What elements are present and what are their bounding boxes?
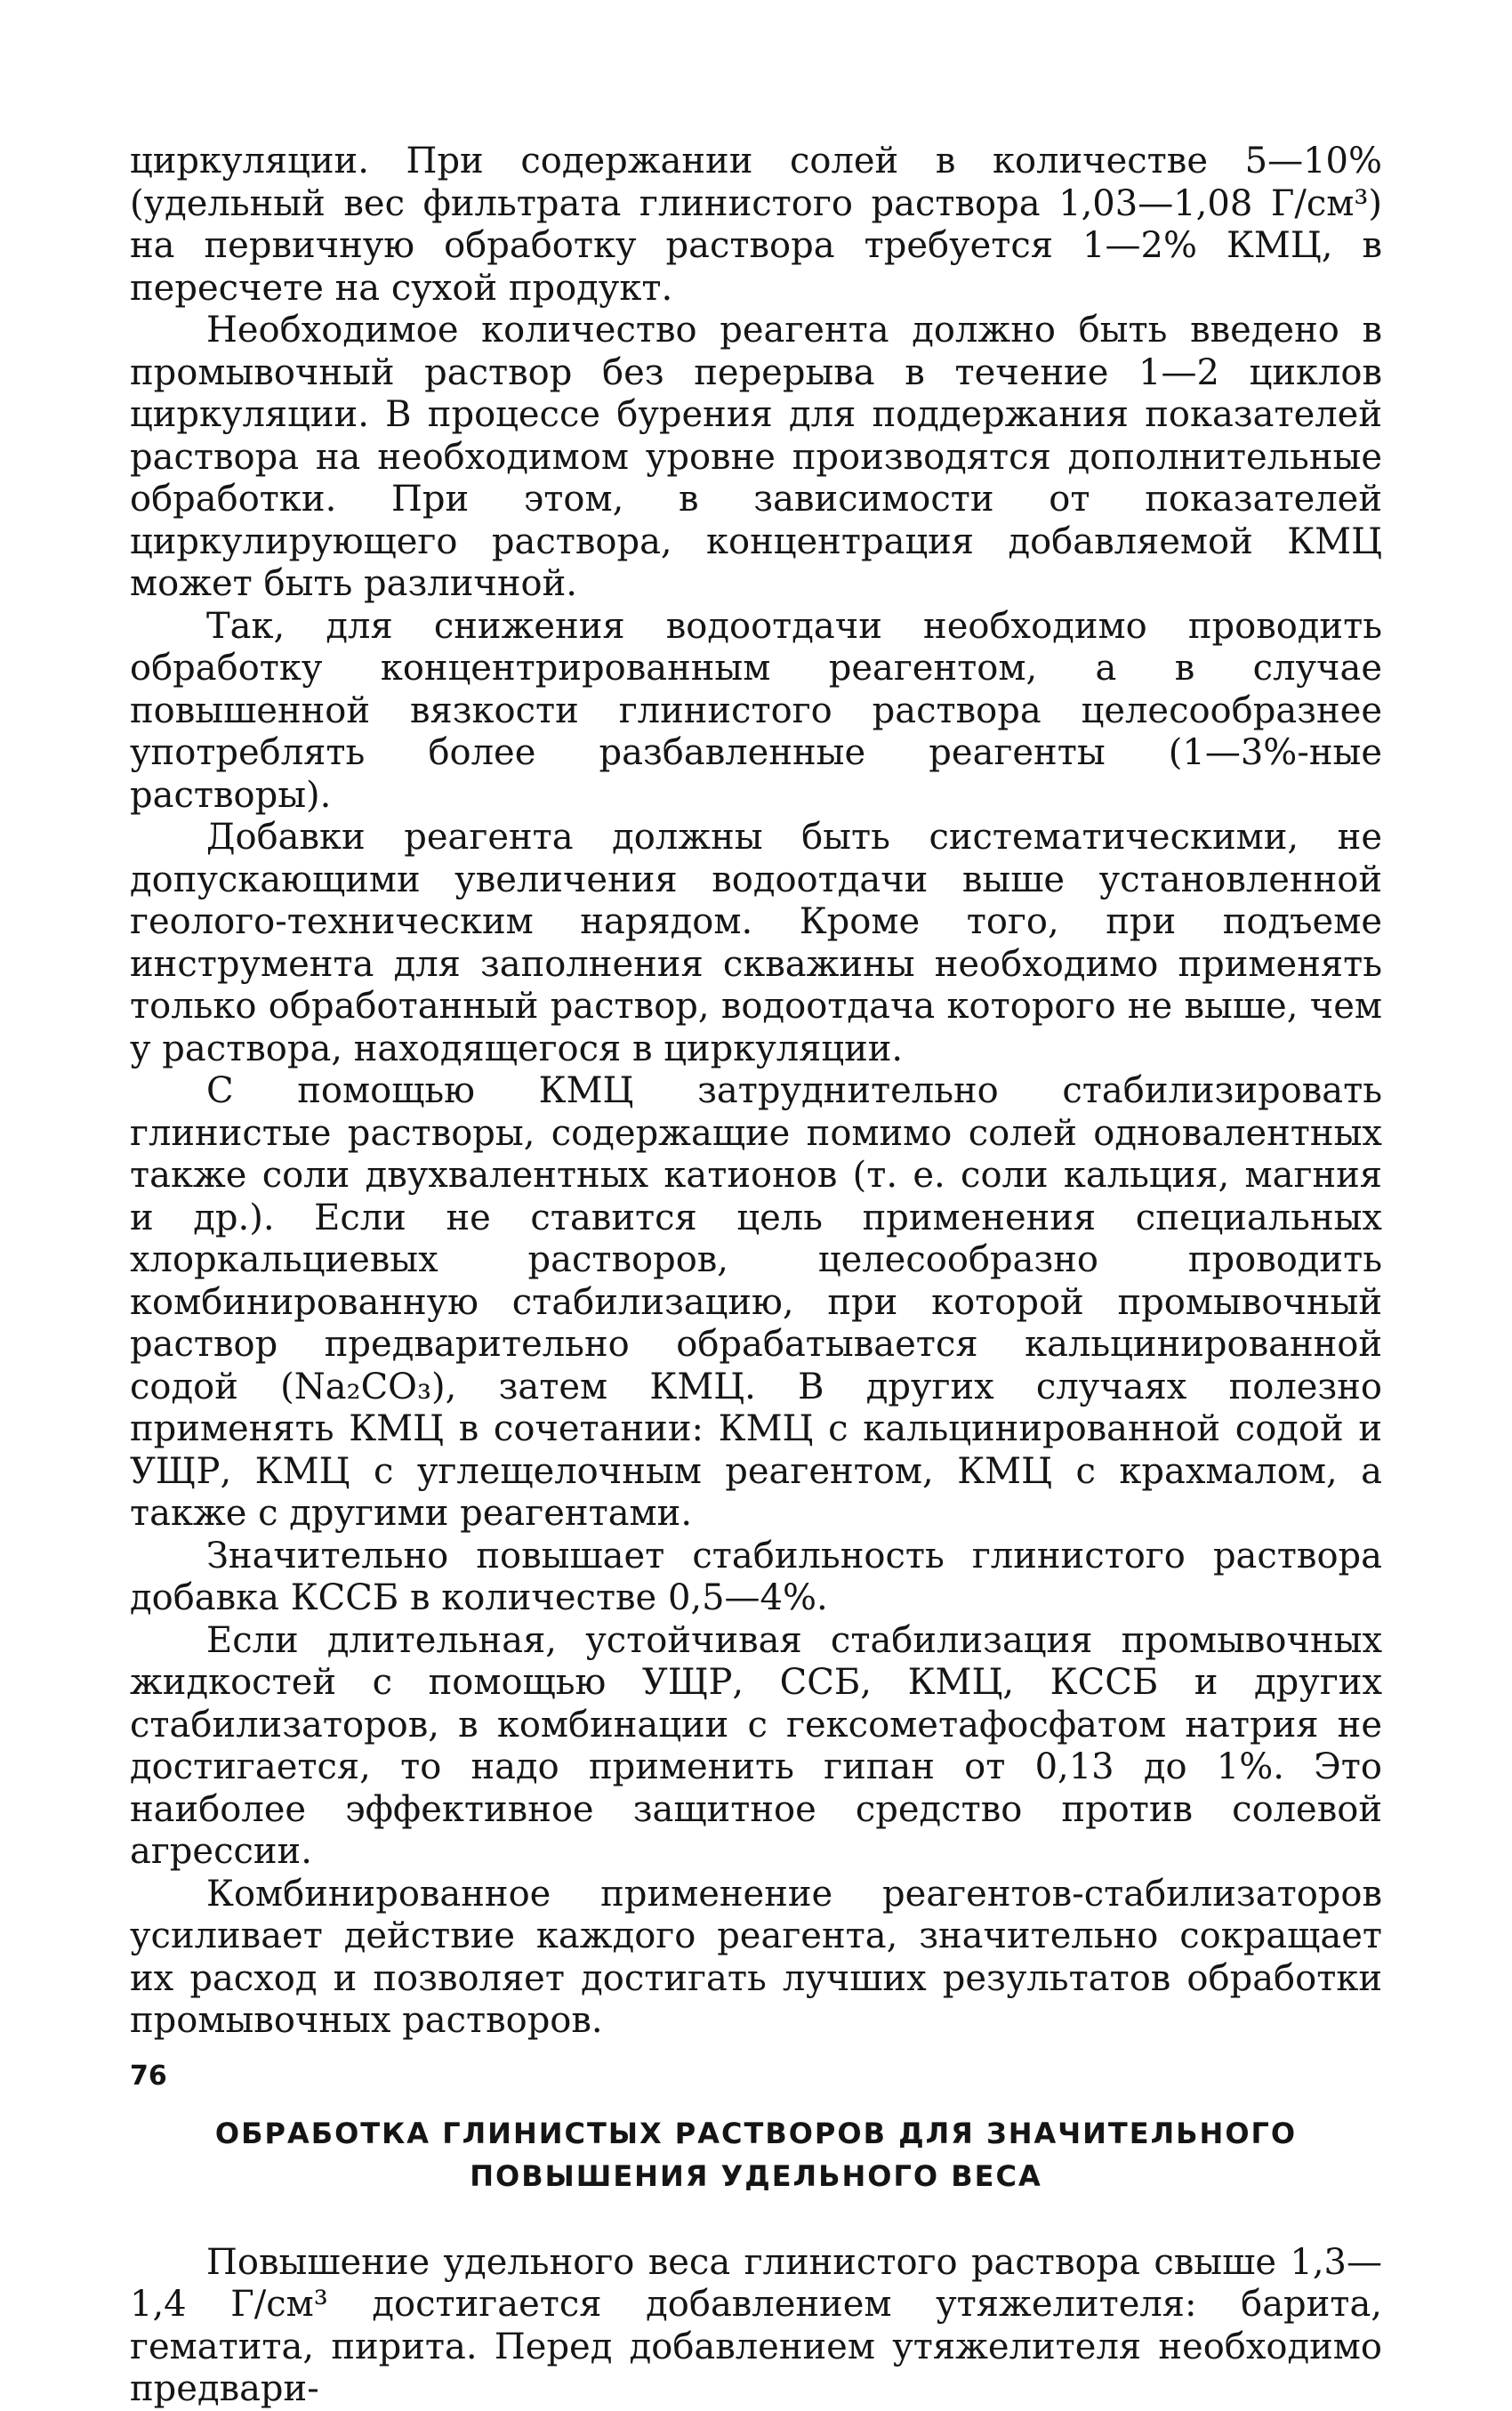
paragraph-combined-use: Комбинированное применение реагентов-стабилизаторов усиливает действие каждого реагента, значительно сокращает их расход и позволяет достигать лучших результатов обработки промывочных растворов. (130, 1873, 1382, 2041)
paragraph-kmc-stabilization: С помощью КМЦ затруднительно стабилизировать глинистые растворы, содержащие помимо солей одновалентных также соли двухвалентных катионов (т. е. соли кальция, магния и др.). Если не ставится цель применения специальных хлоркальциевых растворов, целесообразно проводить комбинированную стабилизацию, при которой промывочный раствор предварительно обрабатывается кальцинированной содой (Na₂CO₃), затем КМЦ. В других случаях полезно применять КМЦ в сочетании: КМЦ с кальцинированной содой и УЩР, КМЦ с углещелочным реагентом, КМЦ с крахмалом, а также с другими реагентами. (130, 1070, 1382, 1534)
section-heading-line-1: ОБРАБОТКА ГЛИНИСТЫХ РАСТВОРОВ ДЛЯ ЗНАЧИТЕЛЬНОГО (214, 2116, 1298, 2150)
paragraph-reagent-quantity: Необходимое количество реагента должно быть введено в промывочный раствор без перерыва в течение 1—2 циклов циркуляции. В процессе бурения для поддержания показателей раствора на необходимом уровне производятся дополнительные обработки. При этом, в зависимости от показателей циркулирующего раствора, концентрация добавляемой КМЦ может быть различной. (130, 310, 1382, 604)
paragraph-continued: циркуляции. При содержании солей в количестве 5—10% (удельный вес фильтрата глинистого раствора 1,03—1,08 Г/см³) на первичную обработку раствора требуется 1—2% КМЦ, в пересчете на сухой продукт. (130, 141, 1382, 309)
paragraph-systematic-additions: Добавки реагента должны быть систематическими, не допускающими увеличения водоотдачи выше установленной геолого-техническим нарядом. Кроме того, при подъеме инструмента для заполнения скважины необходимо применять только обработанный раствор, водоотдача которого не выше, чем у раствора, находящегося в циркуляции. (130, 817, 1382, 1069)
section-heading (130, 2112, 1382, 2197)
page-number: 76 (130, 2060, 167, 2092)
paragraph-gipan: Если длительная, устойчивая стабилизация промывочных жидкостей с помощью УЩР, ССБ, КМЦ, КССБ и других стабилизаторов, в комбинации с гексометафосфатом натрия не достигается, то надо применить гипан от 0,13 до 1%. Это наиболее эффективное защитное средство против солевой агрессии. (130, 1619, 1382, 1872)
section-heading-line-2: ПОВЫШЕНИЯ УДЕЛЬНОГО ВЕСА (470, 2158, 1042, 2193)
page-body (130, 141, 1382, 2411)
paragraph-weighting: Повышение удельного веса глинистого раствора свыше 1,3—1,4 Г/см³ достигается добавлением утяжелителя: барита, гематита, пирита. Перед добавлением утяжелителя необходимо предвари- (130, 2241, 1382, 2409)
paragraph-kssb: Значительно повышает стабильность глинистого раствора добавка КССБ в количестве 0,5—4%. (130, 1535, 1382, 1618)
paragraph-water-loss: Так, для снижения водоотдачи необходимо проводить обработку концентрированным реагентом, а в случае повышенной вязкости глинистого раствора целесообразнее употреблять более разбавленные реагенты (1—3%-ные растворы). (130, 605, 1382, 816)
